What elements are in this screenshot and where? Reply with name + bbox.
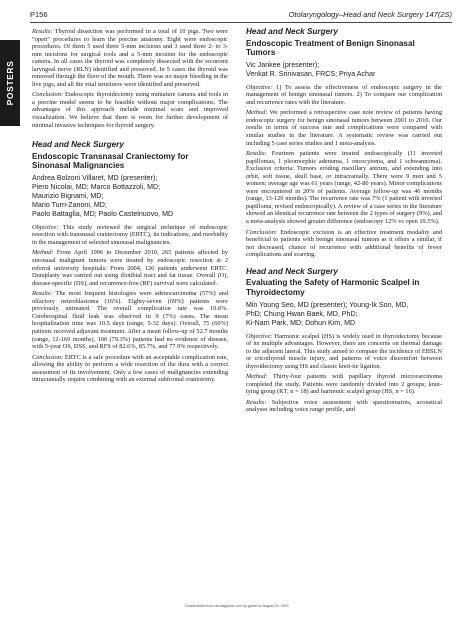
results-label-top: Results: xyxy=(32,28,53,35)
conclusion-label-top: Conclusion: xyxy=(32,91,64,99)
author-list: Andrea Bolzoni Villaret, MD (presenter); Piero Nicolai, MD; Marco Bottazzoli, MD; Maurizio Bignami, MD; Mario Turri-Zanoni, MD; Paolo Battaglia, MD; Paolo Castelnuovo, MD xyxy=(32,173,174,218)
results-paragraph-top: Results: Thyroid dissection was performed in a total of 10 pigs. Two were “open” procedures to learn the porcine anatomy. Eight were endoscopic procedures. Of them 5 used three 5-mm incisions and 3 used three 2- to 3-mm incisions for surgical tools and a 5-mm incision for the endoscopic camera. In all cases the thyroid was completely dissected with the recurrent laryngeal nerve (RLN) identified and preserved. In 5 cases the thyroid was removed through the floor of the mouth. There was no major bleeding in the live pigs, and all the vital structures were identified and preserved. xyxy=(32,28,228,88)
method-paragraph: Method: Thirty-four patients with papillary thyroid microcarcinoma completed the study. Patients were randomly divided into 2 groups; knot-tying group (KT, n = 18) and harmonic scalpel group (HS, n = 16). xyxy=(246,373,442,396)
left-column xyxy=(32,28,228,387)
download-footer: Downloaded from oto.sagepub.com by guest on August 20, 2015 xyxy=(185,604,289,608)
article-title: Evaluating the Safety of Harmonic Scalpel in Thyroidectomy xyxy=(246,278,420,297)
author-list: Min Young Seo, MD (presenter); Young-Ik Son, MD, PhD; Chung Hwan Baek, MD, PhD; Ki-Nam Park, MD; Dohun Kim, MD xyxy=(246,300,409,327)
article-title: Endoscopic Treatment of Benign Sinonasal Tumors xyxy=(246,38,415,58)
section-heading: Head and Neck Surgery xyxy=(246,27,338,36)
conclusion-paragraph: Conclusion: ERTC is a safe procedure with an acceptable complication rate, allowing the ability to perform a wide resection of the dura with a correct assessment of its involvement. Only a few cases of malignancies extending intracranially require combining with an external subfrontal craniotomy. xyxy=(32,353,228,384)
objective-paragraph: Objective: Harmonic scalpel (HS) is widely used in thyroidectomy because of its multiple advantages. However, there are concerns on thermal damage to the adjacent lateral. This study aimed to compare the incidence of EBSLN or cricothyroid muscle injury, and patterns of voice discomfort between thyroidectomy using HS and classic knot-tie ligation. xyxy=(246,332,442,370)
journal-title: Otolaryngology–Head and Neck Surgery 147(2S) xyxy=(288,10,452,19)
section-heading: Head and Neck Surgery xyxy=(246,266,338,276)
article-title: Endoscopic Transnasal Craniectomy for Sinonasal Malignancies xyxy=(32,151,189,171)
conclusion-paragraph-top: Conclusion: Endoscopic thyroidectomy using miniature camera and tools in a porcine model seems to be feasible without major complications. The advantages of this approach include minimal scars and improved visualization. We believe that there is room for further development of minimal invasive techniques for thyroid surgery. xyxy=(32,91,228,129)
objective-paragraph: Objective: This study reviewed the surgical technique of endoscopic resection with transnasal craniectomy (ERTC), its indications, and morbidity in the management of selected sinonasal malignancies. xyxy=(32,223,228,246)
right-column xyxy=(246,28,442,417)
method-paragraph: Method: We performed a retrospective case note review of patients having endoscopic surgery for benign sinonasal tumors between 2001 to 2010. Our results in terms of success rate and complications were compared with similar studies in the literature. A systematic review was carried out including 5 case series studies and 1 meta-analysis. xyxy=(246,109,442,147)
running-header xyxy=(30,8,452,23)
posters-side-tab xyxy=(0,40,20,126)
results-paragraph: Results: The most frequent histologies were adenocarcinoma (57%) and olfactory neuroblastoma (16%). Eighty-seven (69%) patients were previously untreated. The overall complication rate was 10.6%. Cerebrospinal fluid leak was observed in 9 (7%) cases. The mean hospitalization time was 10.5 days (range, 5-32 days). Overall, 75 (60%) patients received adjuvant treatment. After a mean follow-up of 52.7 months (range, 12-169 months), 100 (79.3%) patients had no evidence of disease, with 5-year OS, DSS, and RFS of 82.6%, 85.7%, and 77.9% respectively. xyxy=(32,290,228,351)
objective-paragraph: Objective: 1) To assess the effectiveness of endoscopic surgery in the management of benign sinonasal tumors. 2) To compare our complication and recurrence rates with the literature. xyxy=(246,83,442,106)
section-heading: Head and Neck Surgery xyxy=(32,140,124,150)
results-paragraph: Results: Subjective voice assessment with questionnaires, acoustical analyses including voice range profile, and xyxy=(246,398,442,414)
method-paragraph: Method: From April 1996 to December 2010, 265 patients affected by sinonasal malignant tumors were treated by endoscopic resection at 2 referral university hospitals: From 2004, 126 patients underwent ERTC. Duraplasty was carried out using iliotibial tract and fat tissue. Overall (O), disease-specific (DS), and recurrence-free (RF) survival were calculated. xyxy=(32,249,228,287)
side-tab-label: POSTERS xyxy=(5,60,15,106)
page-number: P156 xyxy=(30,10,48,19)
author-list: Vic Jankee (presenter); Venkat R. Srinivasan, FRCS; Priya Achar xyxy=(246,60,376,78)
conclusion-paragraph: Conclusion: Endoscopic excision is an effective treatment modality and beneficial to patients with benign sinonasal tumors as it offers a similar, if not decreased, chance of recurrence with additional benefits of fewer complications and scarring. xyxy=(246,228,442,259)
results-paragraph: Results: Fourteen patients were treated endoscopically (11 inverted papillomas, 1 pleomorphic adenoma, 1 oncocytoma, and 1 schwannoma). Exclusion criteria: Tumors eroding maxillary antrum, and extending into orbit, soft tissue, skull base, or intracranially. There were 9 men and 5 women; average age was 61 years (range, 42-80 years). Minor complications were encountered in 20% of patients. Average follow-up was 46 months (range, 13-120 months). The recurrence rate was 7% (1 patient with inverted papilloma, revised endoscopically). A review of a case series in the literature showed an identical recurrence rate between the 2 types of surgery (9%), and a meta-analysis showed greater difference (endoscopy 12% vs open 19.5%). xyxy=(246,150,442,226)
